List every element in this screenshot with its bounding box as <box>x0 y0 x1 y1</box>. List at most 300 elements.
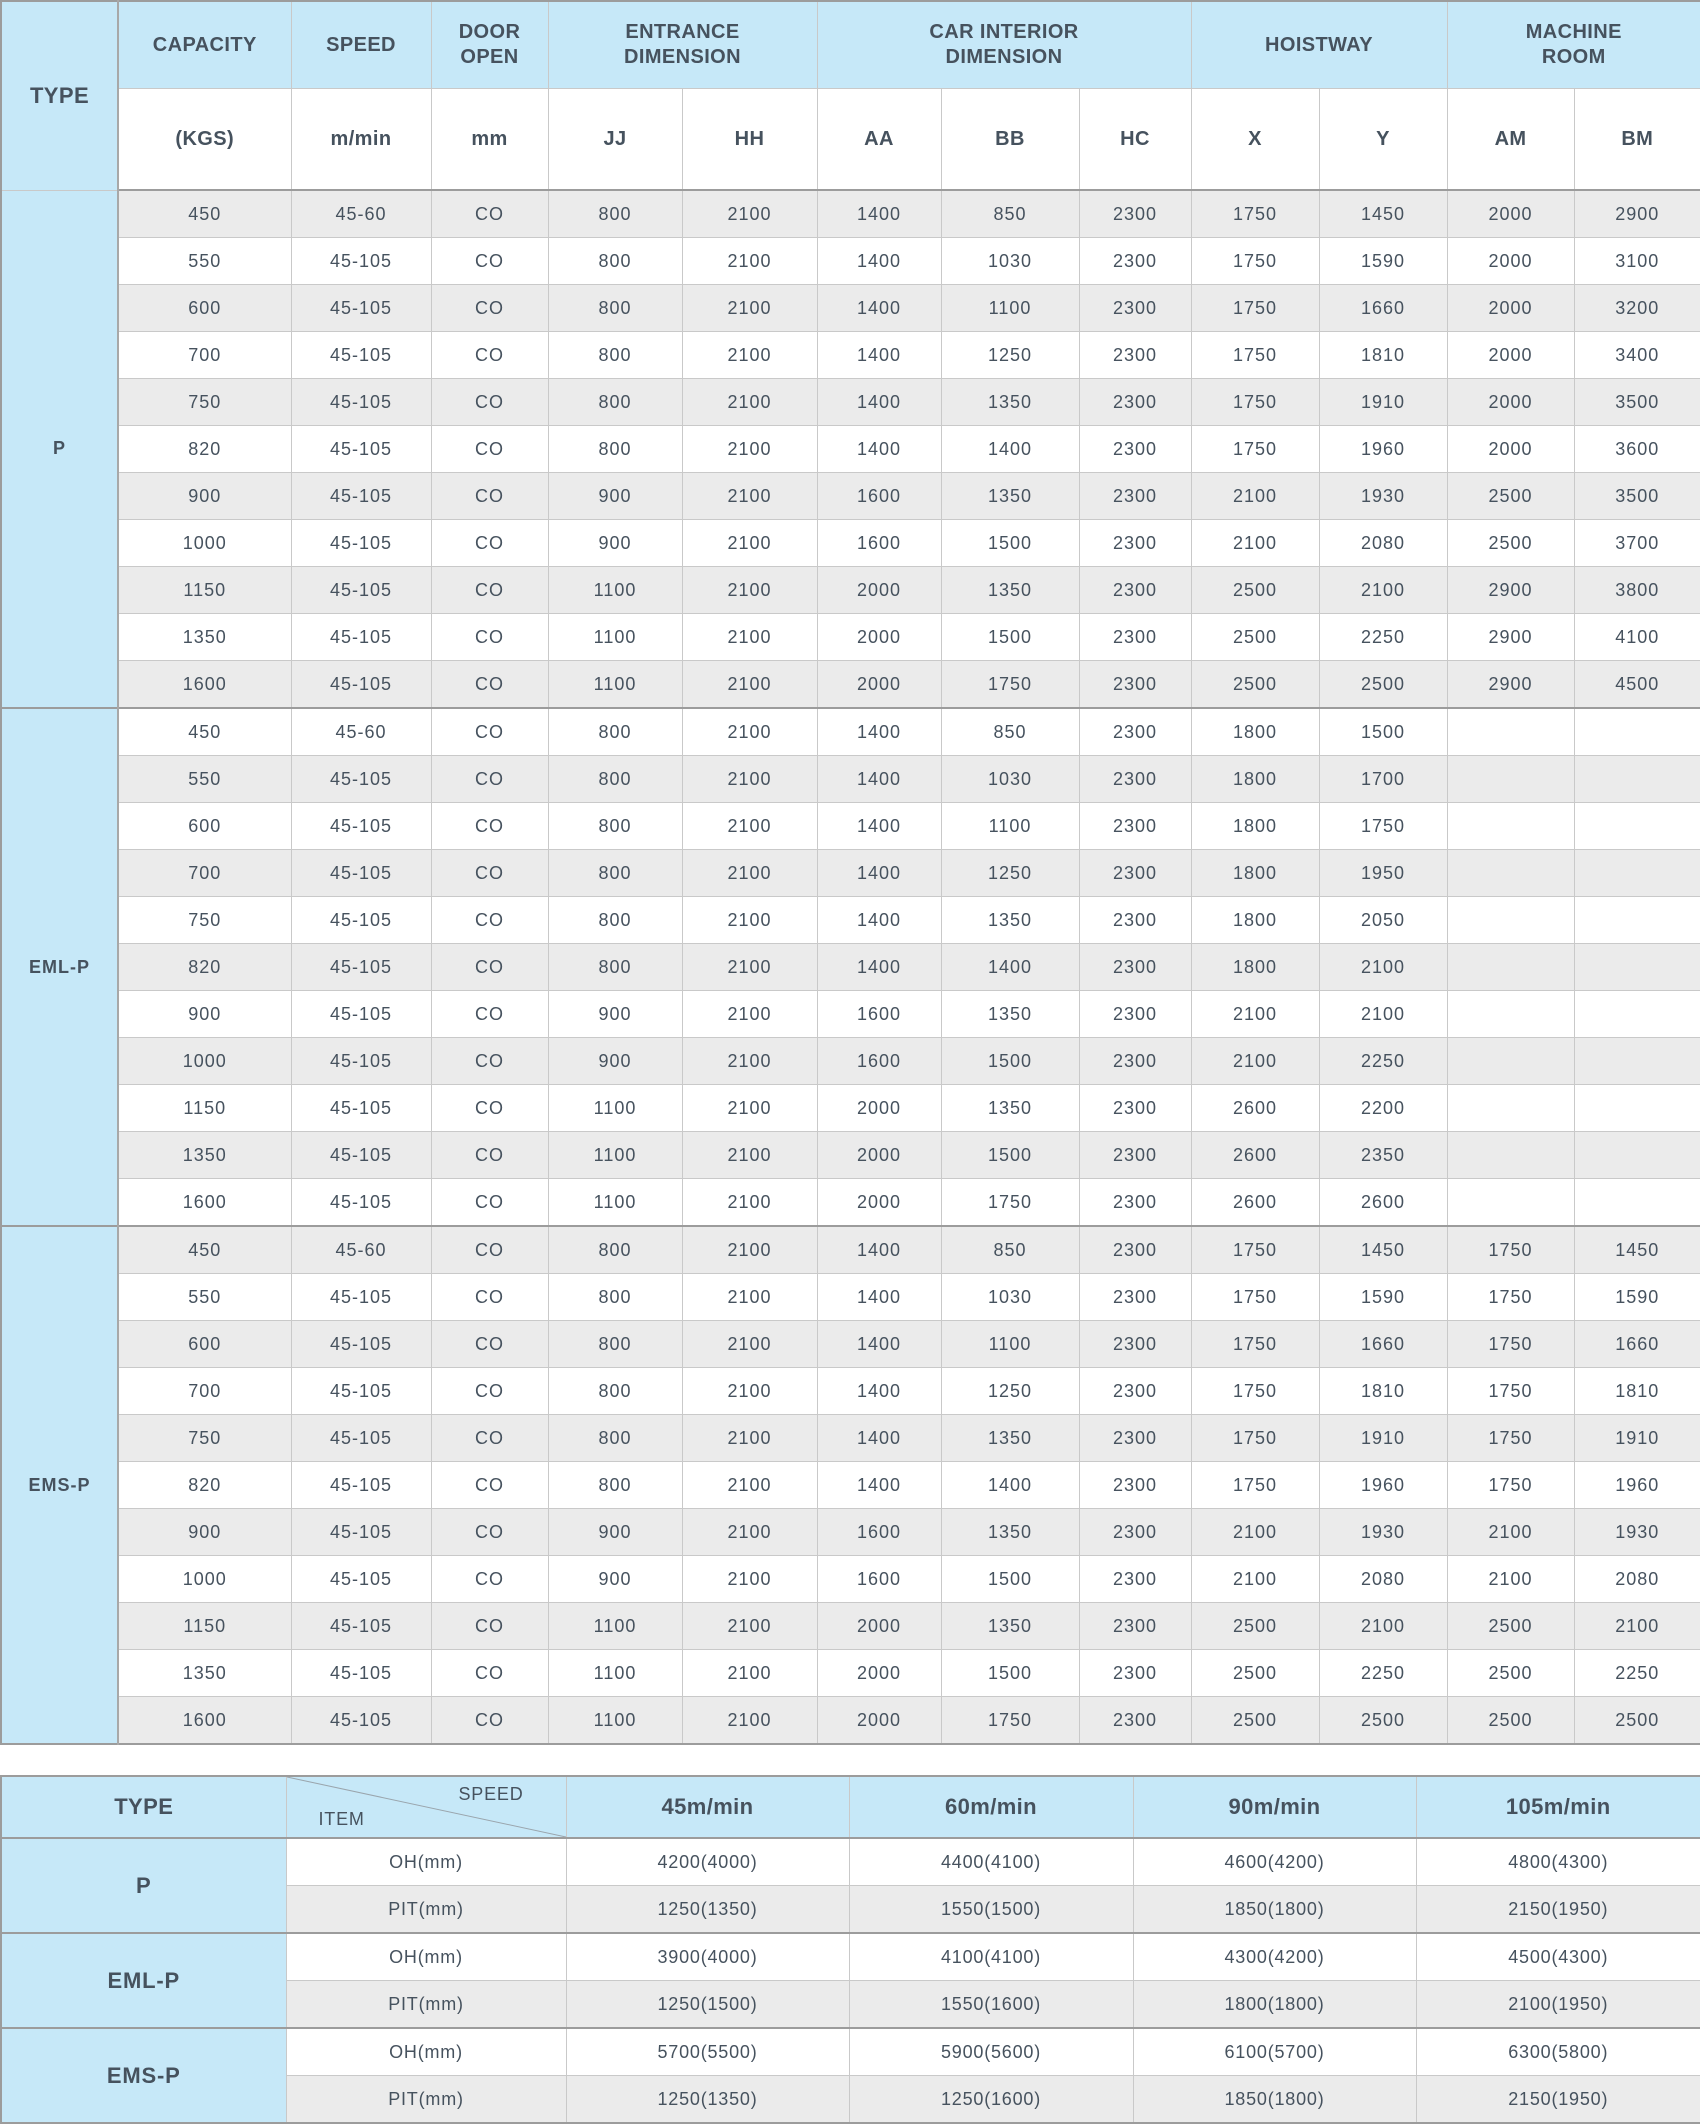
spec-cell: 2100 <box>682 944 817 991</box>
spec-cell: 2100 <box>1191 991 1319 1038</box>
spec-cell: 1750 <box>1191 1368 1319 1415</box>
spec-cell: 45-105 <box>291 567 431 614</box>
spec-cell: 2300 <box>1079 708 1191 756</box>
spec-cell: 45-105 <box>291 1556 431 1603</box>
spec-cell: 2000 <box>817 1132 941 1179</box>
spec-cell: 1750 <box>1447 1226 1574 1274</box>
spec-cell: 45-105 <box>291 897 431 944</box>
spec-cell: 45-105 <box>291 426 431 473</box>
spec-cell: 1350 <box>118 614 291 661</box>
spec-row <box>1 1321 1700 1368</box>
spec-cell: 1750 <box>1191 1462 1319 1509</box>
spec-cell: CO <box>431 1509 548 1556</box>
spec-cell: 2300 <box>1079 426 1191 473</box>
spec-cell: 2100 <box>1319 991 1447 1038</box>
spec-cell: 2100 <box>1191 1038 1319 1085</box>
spec-cell: 1910 <box>1319 1415 1447 1462</box>
spec-cell: 45-105 <box>291 1697 431 1745</box>
spec-cell: 1400 <box>941 944 1079 991</box>
spec-cell: 1600 <box>817 991 941 1038</box>
spec-cell: 2100 <box>682 991 817 1038</box>
spec-cell <box>1447 944 1574 991</box>
oh-pit-value-cell: 5900(5600) <box>849 2028 1133 2076</box>
spec-cell: 1810 <box>1319 332 1447 379</box>
spec-cell: 1750 <box>1319 803 1447 850</box>
spec-cell: 2100 <box>682 897 817 944</box>
spec-cell: 1930 <box>1319 473 1447 520</box>
spec-cell: 2300 <box>1079 1321 1191 1368</box>
spec-cell: 2100 <box>682 1415 817 1462</box>
lower-type-cell-p: P <box>1 1838 286 1933</box>
spec-cell: 1400 <box>817 897 941 944</box>
spec-cell: 1750 <box>941 661 1079 709</box>
spec-cell: 2600 <box>1191 1085 1319 1132</box>
spec-cell: 45-105 <box>291 1085 431 1132</box>
spec-cell: 1600 <box>817 1509 941 1556</box>
spec-cell: 850 <box>941 190 1079 238</box>
oh-pit-value-cell: 3900(4000) <box>566 1933 849 1981</box>
spec-cell: 900 <box>548 991 682 1038</box>
spec-cell: 2500 <box>1447 1697 1574 1745</box>
spec-cell: 3500 <box>1574 379 1700 426</box>
spec-cell: 2500 <box>1191 567 1319 614</box>
spec-cell: CO <box>431 426 548 473</box>
spec-cell: 800 <box>548 850 682 897</box>
spec-cell: 2350 <box>1319 1132 1447 1179</box>
spec-cell: 1750 <box>1447 1415 1574 1462</box>
spec-cell: 1400 <box>817 1321 941 1368</box>
spec-cell: CO <box>431 803 548 850</box>
spec-cell: 1100 <box>548 1179 682 1227</box>
spec-cell: 1100 <box>548 1132 682 1179</box>
spec-cell: 2600 <box>1191 1179 1319 1227</box>
spec-cell: 2000 <box>817 1603 941 1650</box>
spec-cell <box>1447 1132 1574 1179</box>
spec-cell: 45-105 <box>291 850 431 897</box>
spec-cell: 1150 <box>118 1085 291 1132</box>
col-header-105mmin: 105m/min <box>1416 1776 1700 1838</box>
spec-cell: 2100 <box>682 803 817 850</box>
spec-cell: CO <box>431 1603 548 1650</box>
spec-cell: 2100 <box>682 1321 817 1368</box>
spec-cell: 45-105 <box>291 1650 431 1697</box>
spec-cell: 1750 <box>1191 332 1319 379</box>
spec-cell: 3700 <box>1574 520 1700 567</box>
spec-cell: 45-105 <box>291 332 431 379</box>
spec-cell: 2100 <box>682 1697 817 1745</box>
spec-cell: 1000 <box>118 1556 291 1603</box>
spec-cell: 4100 <box>1574 614 1700 661</box>
spec-cell: 1750 <box>1447 1368 1574 1415</box>
spec-cell: 1400 <box>941 1462 1079 1509</box>
spec-cell: 2100 <box>682 1274 817 1321</box>
oh-pit-value-cell: 1250(1350) <box>566 2076 849 2124</box>
col-header-hoistway: HOISTWAY <box>1191 1 1447 89</box>
spec-cell: 1750 <box>1447 1321 1574 1368</box>
spec-cell <box>1574 1085 1700 1132</box>
spec-cell: 1750 <box>1191 1226 1319 1274</box>
spec-row <box>1 1462 1700 1509</box>
spec-cell: 1600 <box>118 1697 291 1745</box>
spec-cell: 45-105 <box>291 1179 431 1227</box>
spec-row <box>1 238 1700 285</box>
spec-cell: 2300 <box>1079 803 1191 850</box>
oh-pit-value-cell: 4300(4200) <box>1133 1933 1416 1981</box>
spec-cell: 2100 <box>682 1556 817 1603</box>
spec-cell: 1100 <box>548 661 682 709</box>
type-cell-p: P <box>1 190 118 708</box>
spec-cell: 800 <box>548 379 682 426</box>
sub-header-aa: AA <box>817 89 941 191</box>
spec-cell: CO <box>431 1085 548 1132</box>
spec-cell: 1500 <box>941 1038 1079 1085</box>
spec-cell: 2100 <box>1191 1556 1319 1603</box>
spec-cell: CO <box>431 379 548 426</box>
spec-cell: 2100 <box>682 190 817 238</box>
sub-header-x: X <box>1191 89 1319 191</box>
oh-pit-value-cell: 1250(1500) <box>566 1981 849 2029</box>
spec-cell: 1600 <box>817 1556 941 1603</box>
spec-cell: CO <box>431 1226 548 1274</box>
spec-row <box>1 991 1700 1038</box>
spec-cell: 1810 <box>1319 1368 1447 1415</box>
spec-cell: 2300 <box>1079 1274 1191 1321</box>
oh-pit-value-cell: 6100(5700) <box>1133 2028 1416 2076</box>
spec-cell: 1400 <box>941 426 1079 473</box>
spec-row <box>1 567 1700 614</box>
spec-row <box>1 897 1700 944</box>
spec-cell: 1910 <box>1574 1415 1700 1462</box>
item-cell: PIT(mm) <box>286 1981 566 2029</box>
spec-cell: 800 <box>548 426 682 473</box>
spec-cell: CO <box>431 944 548 991</box>
spec-cell: 1910 <box>1319 379 1447 426</box>
spec-cell: 1660 <box>1319 285 1447 332</box>
spec-cell: 2300 <box>1079 567 1191 614</box>
spec-cell: 2300 <box>1079 285 1191 332</box>
spec-cell: 45-105 <box>291 1415 431 1462</box>
oh-pit-value-cell: 4600(4200) <box>1133 1838 1416 1886</box>
spec-cell: 600 <box>118 803 291 850</box>
spec-cell: 2100 <box>1191 520 1319 567</box>
spec-cell: 2300 <box>1079 1132 1191 1179</box>
spec-cell: 1100 <box>548 614 682 661</box>
spec-cell: 800 <box>548 238 682 285</box>
oh-pit-value-cell: 1850(1800) <box>1133 2076 1416 2124</box>
spec-cell: 2100 <box>682 1179 817 1227</box>
spec-cell: 2000 <box>1447 238 1574 285</box>
sub-header-kgs: (KGS) <box>118 89 291 191</box>
spec-cell: 45-105 <box>291 1274 431 1321</box>
spec-cell: 2100 <box>1319 944 1447 991</box>
spec-cell: 2300 <box>1079 379 1191 426</box>
spec-cell: 2000 <box>1447 190 1574 238</box>
spec-cell: 2300 <box>1079 190 1191 238</box>
spec-cell: 550 <box>118 238 291 285</box>
spec-cell: 1400 <box>817 426 941 473</box>
spec-cell: 45-60 <box>291 708 431 756</box>
spec-cell: 1400 <box>817 1226 941 1274</box>
spec-cell: 1590 <box>1319 1274 1447 1321</box>
spec-cell: 820 <box>118 1462 291 1509</box>
col-header-speed: SPEED <box>291 1 431 89</box>
spec-cell: 1600 <box>817 1038 941 1085</box>
spec-cell: CO <box>431 1415 548 1462</box>
spec-cell: 900 <box>118 991 291 1038</box>
spec-cell: 1400 <box>817 944 941 991</box>
sub-header-bb: BB <box>941 89 1079 191</box>
lower-table-header <box>1 1776 1700 1838</box>
oh-pit-row <box>1 1838 1700 1886</box>
spec-row <box>1 850 1700 897</box>
spec-cell: 2500 <box>1191 1603 1319 1650</box>
spec-cell: CO <box>431 661 548 709</box>
spec-cell <box>1574 944 1700 991</box>
spec-cell: 1960 <box>1319 426 1447 473</box>
oh-pit-value-cell: 2100(1950) <box>1416 1981 1700 2029</box>
spec-cell: CO <box>431 190 548 238</box>
spec-cell: 1350 <box>941 473 1079 520</box>
spec-cell: CO <box>431 1038 548 1085</box>
diag-speed-label: SPEED <box>458 1784 524 1804</box>
spec-cell <box>1574 1132 1700 1179</box>
item-speed-header <box>286 1776 566 1838</box>
spec-row <box>1 332 1700 379</box>
spec-cell: 550 <box>118 756 291 803</box>
spec-cell: 1500 <box>941 1650 1079 1697</box>
item-cell: OH(mm) <box>286 1838 566 1886</box>
main-table-header <box>1 1 1700 190</box>
spec-cell: 2100 <box>1319 567 1447 614</box>
spec-row <box>1 473 1700 520</box>
spec-cell: 45-105 <box>291 285 431 332</box>
spec-cell: 1750 <box>1447 1462 1574 1509</box>
spec-cell: 1750 <box>1191 238 1319 285</box>
spec-cell: 1500 <box>941 520 1079 567</box>
col-header-entrance-dimension: ENTRANCE DIMENSION <box>548 1 817 89</box>
spec-cell: 2100 <box>1447 1509 1574 1556</box>
spec-cell: 700 <box>118 332 291 379</box>
sub-header-mmin: m/min <box>291 89 431 191</box>
spec-cell: 2300 <box>1079 1038 1191 1085</box>
spec-cell: 1400 <box>817 1368 941 1415</box>
spec-cell: 2900 <box>1447 614 1574 661</box>
oh-pit-value-cell: 2150(1950) <box>1416 2076 1700 2124</box>
spec-cell: 1000 <box>118 1038 291 1085</box>
spec-cell: 1600 <box>118 661 291 709</box>
group-header-row <box>1 1 1700 89</box>
spec-cell: 2080 <box>1319 1556 1447 1603</box>
spec-cell: 2300 <box>1079 991 1191 1038</box>
spec-cell: 2500 <box>1574 1697 1700 1745</box>
spec-cell: CO <box>431 1274 548 1321</box>
spec-cell: 1100 <box>941 285 1079 332</box>
spec-cell: 2100 <box>682 1509 817 1556</box>
spec-cell: 2000 <box>817 1085 941 1132</box>
spec-cell: 1450 <box>1574 1226 1700 1274</box>
spec-cell: 900 <box>548 520 682 567</box>
spec-cell: 2300 <box>1079 850 1191 897</box>
spec-cell: 800 <box>548 897 682 944</box>
spec-cell: CO <box>431 1697 548 1745</box>
spec-cell: 1000 <box>118 520 291 567</box>
spec-cell: 1400 <box>817 756 941 803</box>
spec-cell <box>1574 756 1700 803</box>
spec-cell <box>1574 1179 1700 1227</box>
spec-cell <box>1574 897 1700 944</box>
spec-row <box>1 661 1700 709</box>
spec-cell: 2300 <box>1079 614 1191 661</box>
spec-row <box>1 756 1700 803</box>
spec-cell: 1750 <box>1191 426 1319 473</box>
spec-row <box>1 426 1700 473</box>
spec-cell: 2500 <box>1447 1603 1574 1650</box>
spec-cell: 1400 <box>817 850 941 897</box>
spec-cell <box>1447 756 1574 803</box>
spec-cell: 2500 <box>1191 1697 1319 1745</box>
spec-cell: 2300 <box>1079 1509 1191 1556</box>
col-header-60mmin: 60m/min <box>849 1776 1133 1838</box>
spec-cell: 1350 <box>118 1650 291 1697</box>
spec-row <box>1 379 1700 426</box>
spec-cell: 45-105 <box>291 756 431 803</box>
spec-cell: 2000 <box>1447 332 1574 379</box>
spec-cell: 2000 <box>817 567 941 614</box>
spec-cell: 1500 <box>1319 708 1447 756</box>
oh-pit-table <box>0 1775 1700 2124</box>
spec-cell: 900 <box>548 1038 682 1085</box>
spec-cell: 1750 <box>1191 1274 1319 1321</box>
spec-cell: 1750 <box>1191 1415 1319 1462</box>
spec-cell: 800 <box>548 1226 682 1274</box>
oh-pit-value-cell: 4500(4300) <box>1416 1933 1700 1981</box>
spec-cell: 2100 <box>1447 1556 1574 1603</box>
spec-cell: CO <box>431 1321 548 1368</box>
spec-cell: 1930 <box>1574 1509 1700 1556</box>
spec-cell: 1100 <box>548 1650 682 1697</box>
spec-cell: 3600 <box>1574 426 1700 473</box>
spec-cell: 2300 <box>1079 1697 1191 1745</box>
spec-cell: 2300 <box>1079 238 1191 285</box>
spec-cell: 45-105 <box>291 238 431 285</box>
sub-header-am: AM <box>1447 89 1574 191</box>
spec-cell: 2250 <box>1574 1650 1700 1697</box>
spec-cell: CO <box>431 332 548 379</box>
spec-cell: 1590 <box>1574 1274 1700 1321</box>
spec-cell: 2100 <box>682 1603 817 1650</box>
spec-cell: 2300 <box>1079 756 1191 803</box>
spec-cell: 1400 <box>817 1274 941 1321</box>
spec-cell: 2000 <box>817 661 941 709</box>
spec-cell: 2100 <box>682 426 817 473</box>
spec-row <box>1 1038 1700 1085</box>
spec-cell: CO <box>431 1556 548 1603</box>
spec-cell: 45-105 <box>291 803 431 850</box>
spec-cell: CO <box>431 1462 548 1509</box>
spec-cell: 2100 <box>682 1038 817 1085</box>
spec-cell: 1800 <box>1191 756 1319 803</box>
spec-cell: 820 <box>118 426 291 473</box>
spec-row <box>1 1274 1700 1321</box>
spec-cell: 1750 <box>1191 285 1319 332</box>
spec-cell: 2300 <box>1079 1226 1191 1274</box>
col-header-type: TYPE <box>1 1 118 190</box>
spec-cell: CO <box>431 520 548 567</box>
spec-cell: 1350 <box>941 1415 1079 1462</box>
spec-cell: 2250 <box>1319 1038 1447 1085</box>
spec-cell: 2100 <box>682 238 817 285</box>
spec-cell: CO <box>431 238 548 285</box>
spec-cell: 2300 <box>1079 520 1191 567</box>
spec-cell: 2100 <box>682 1462 817 1509</box>
spec-cell: 2080 <box>1574 1556 1700 1603</box>
spec-cell: 45-60 <box>291 1226 431 1274</box>
spec-cell: 1950 <box>1319 850 1447 897</box>
spec-cell: 2300 <box>1079 1085 1191 1132</box>
spec-cell: 2100 <box>682 850 817 897</box>
oh-pit-value-cell: 4800(4300) <box>1416 1838 1700 1886</box>
spec-cell: 1500 <box>941 1556 1079 1603</box>
spec-cell: 2250 <box>1319 1650 1447 1697</box>
spec-cell: 2500 <box>1319 661 1447 709</box>
spec-cell: 45-105 <box>291 944 431 991</box>
spec-row <box>1 1132 1700 1179</box>
oh-pit-section <box>0 1775 1700 2124</box>
spec-cell: 2100 <box>682 708 817 756</box>
spec-cell: 1450 <box>1319 190 1447 238</box>
oh-pit-value-cell: 1550(1600) <box>849 1981 1133 2029</box>
spec-cell: 1400 <box>817 190 941 238</box>
spec-cell: 1800 <box>1191 803 1319 850</box>
spec-cell: 2100 <box>682 1085 817 1132</box>
spec-cell: 1350 <box>941 567 1079 614</box>
spec-cell: 450 <box>118 190 291 238</box>
spec-cell: 800 <box>548 1368 682 1415</box>
spec-cell: 600 <box>118 285 291 332</box>
spec-row <box>1 285 1700 332</box>
sub-header-jj: JJ <box>548 89 682 191</box>
spec-cell <box>1447 850 1574 897</box>
sub-header-hh: HH <box>682 89 817 191</box>
spec-cell <box>1447 991 1574 1038</box>
item-cell: PIT(mm) <box>286 1886 566 1934</box>
spec-cell: 600 <box>118 1321 291 1368</box>
spec-cell: 45-105 <box>291 1368 431 1415</box>
spec-cell: 1100 <box>548 1603 682 1650</box>
spec-cell: 2500 <box>1447 473 1574 520</box>
spec-cell: 45-105 <box>291 991 431 1038</box>
spec-cell: 800 <box>548 285 682 332</box>
spec-cell: CO <box>431 1179 548 1227</box>
spec-cell: 2300 <box>1079 473 1191 520</box>
spec-cell: 1800 <box>1191 850 1319 897</box>
spec-cell: 2000 <box>817 614 941 661</box>
spec-cell: 3500 <box>1574 473 1700 520</box>
spec-cell: 45-105 <box>291 614 431 661</box>
spec-cell: 2250 <box>1319 614 1447 661</box>
spec-cell: 2300 <box>1079 1368 1191 1415</box>
spec-cell: CO <box>431 708 548 756</box>
spec-cell: 45-60 <box>291 190 431 238</box>
spec-cell: CO <box>431 756 548 803</box>
spec-row <box>1 1556 1700 1603</box>
spec-cell: 2600 <box>1319 1179 1447 1227</box>
spec-cell: 2100 <box>682 756 817 803</box>
spec-cell: 2300 <box>1079 1603 1191 1650</box>
spec-cell: 2300 <box>1079 897 1191 944</box>
spec-cell: 2300 <box>1079 944 1191 991</box>
oh-pit-value-cell: 1800(1800) <box>1133 1981 1416 2029</box>
